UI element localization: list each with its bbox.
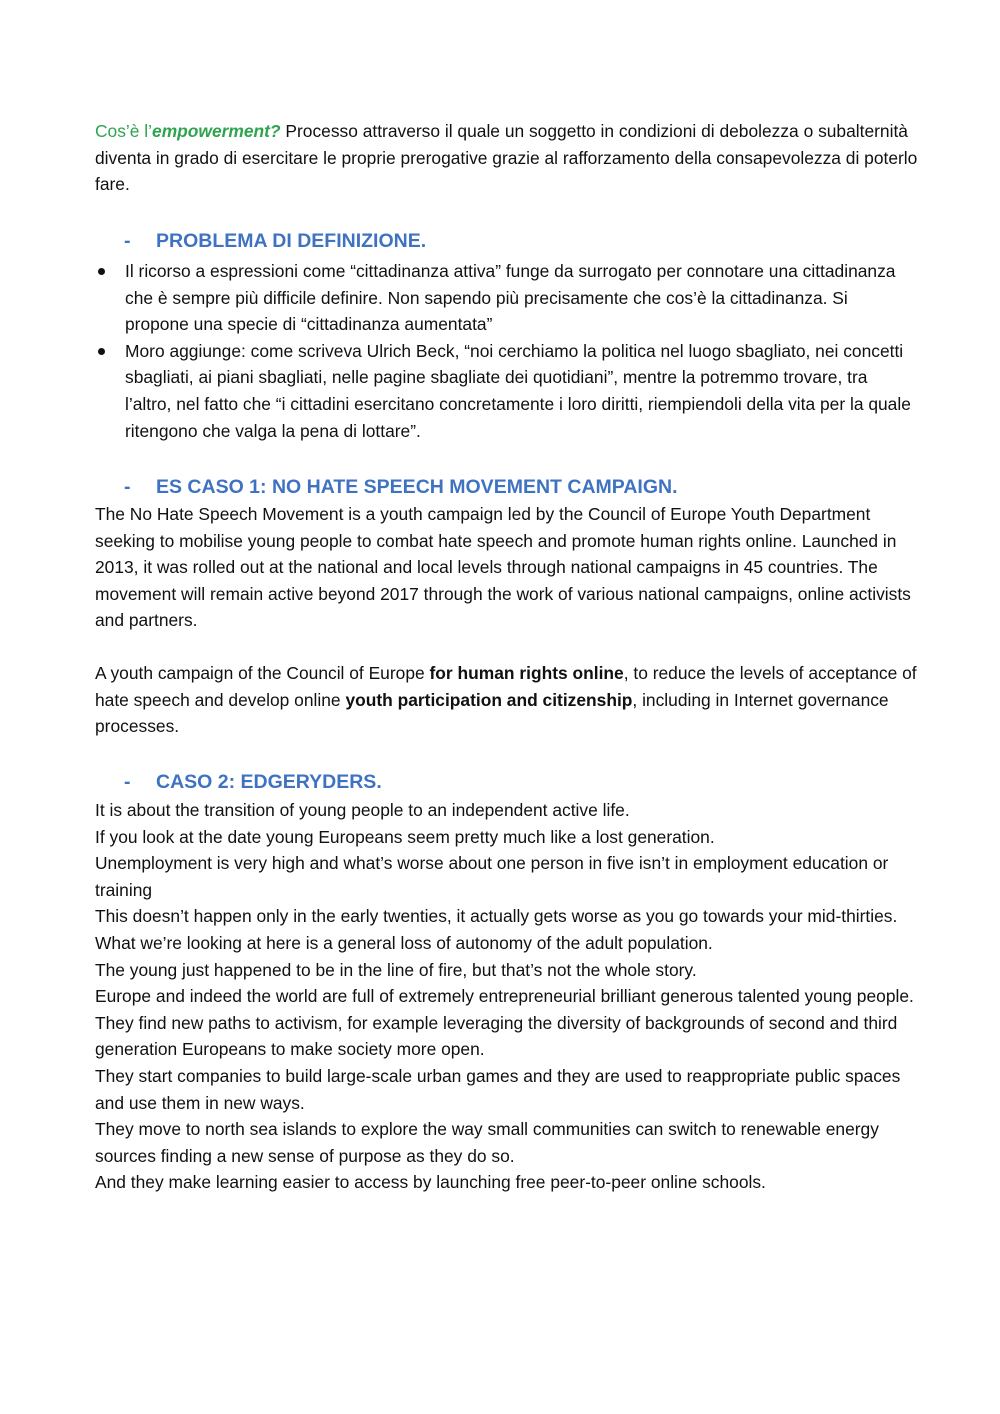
bullet-item	[95, 338, 915, 444]
definition-bullet-list	[95, 258, 915, 444]
intro-text: Processo attraverso il quale un soggetto in condizioni di debolezza o subalternità diventa in grado di esercitare le proprie prerogative grazie al rafforzamento della consapevolezza di poterlo fare.	[95, 121, 918, 195]
caso1-text: , including in Internet governance processes.	[95, 689, 889, 737]
intro-paragraph	[95, 118, 925, 198]
section-heading-problema	[124, 228, 924, 254]
caso2-line: They move to north sea islands to explore the way small communities can switch to renewable energy sources finding a new sense of purpose as they do so.	[95, 1119, 879, 1166]
bullet-item	[95, 258, 915, 338]
section-heading-caso1	[124, 474, 924, 500]
caso1-bold-text: youth participation and citizenship	[345, 689, 633, 710]
heading-dash: -	[124, 476, 131, 498]
heading-text: ES CASO 1: NO HATE SPEECH MOVEMENT CAMPAIGN.	[156, 476, 678, 498]
caso2-line: And they make learning easier to access by launching free peer-to-peer online schools.	[95, 1172, 766, 1193]
caso2-line: It is about the transition of young people to an independent active life.	[95, 800, 630, 820]
caso1-paragraph-1	[95, 501, 925, 634]
heading-dash: -	[124, 230, 131, 252]
caso1-text: , to reduce the levels of acceptance of hate speech and develop online	[95, 663, 917, 710]
caso2-line: Europe and indeed the world are full of extremely entrepreneurial brilliant generous talented young people.	[95, 986, 914, 1007]
caso2-line: They find new paths to activism, for example leveraging the diversity of backgrounds of second and third generation Europeans to make society more open.	[95, 1012, 898, 1060]
bullet-dot-icon	[98, 348, 105, 355]
caso1-text: A youth campaign of the Council of Europe	[95, 663, 430, 683]
heading-dash: -	[124, 771, 131, 793]
bullet-dot-icon	[98, 268, 105, 275]
caso2-line: This doesn’t happen only in the early twenties, it actually gets worse as you go towards your mid-thirties.	[95, 906, 898, 927]
caso1-text: The No Hate Speech Movement is a youth campaign led by the Council of Europe Youth Department seeking to mobilise young people to combat hate speech and promote human rights online. Launched in 2013, it was rolled out at the national and local levels through national campaigns in 45 countries. The movement will remain active beyond 2017 through the work of various national campaigns, online activists and partners.	[95, 504, 911, 631]
caso1-bold-text: for human rights online	[429, 663, 624, 683]
heading-text: PROBLEMA DI DEFINIZIONE.	[156, 230, 427, 252]
bullet-text: Moro aggiunge: come scriveva Ulrich Beck, “noi cerchiamo la politica nel luogo sbagliato, nei concetti sbagliati, ai piani sbagliati, nelle pagine sbagliate dei quotidiani”, mentre la potremmo trovare, tra l’altro, nel fatto che “i cittadini esercitano concretamente i loro diritti, riempiendoli della vita per la quale ritengono che valga la pena di lottare”.	[125, 340, 911, 441]
intro-lead	[95, 121, 281, 141]
caso2-line: If you look at the date young Europeans seem pretty much like a lost generation.	[95, 826, 715, 847]
bullet-text: Il ricorso a espressioni come “cittadinanza attiva” funge da surrogato per connotare una cittadinanza che è sempre più difficile definire. Non sapendo più precisamente che cos’è la cittadinanza. Si propone una specie di “cittadinanza aumentata”	[125, 261, 896, 335]
intro-lead-term: empowerment?	[152, 121, 281, 141]
caso2-line: What we’re looking at here is a general loss of autonomy of the adult population.	[95, 932, 713, 953]
caso1-paragraph-2	[95, 660, 925, 740]
intro-lead-plain: Cos’è l’	[95, 121, 153, 141]
caso2-line: Unemployment is very high and what’s worse about one person in five isn’t in employment education or training	[95, 853, 889, 900]
heading-text: CASO 2: EDGERYDERS.	[156, 771, 382, 793]
caso2-line: They start companies to build large-scale urban games and they are used to reappropriate public spaces and use them in new ways.	[95, 1065, 901, 1113]
section-heading-caso2	[124, 769, 924, 795]
caso2-line: The young just happened to be in the line of fire, but that’s not the whole story.	[95, 959, 697, 980]
caso2-body	[95, 797, 925, 1196]
